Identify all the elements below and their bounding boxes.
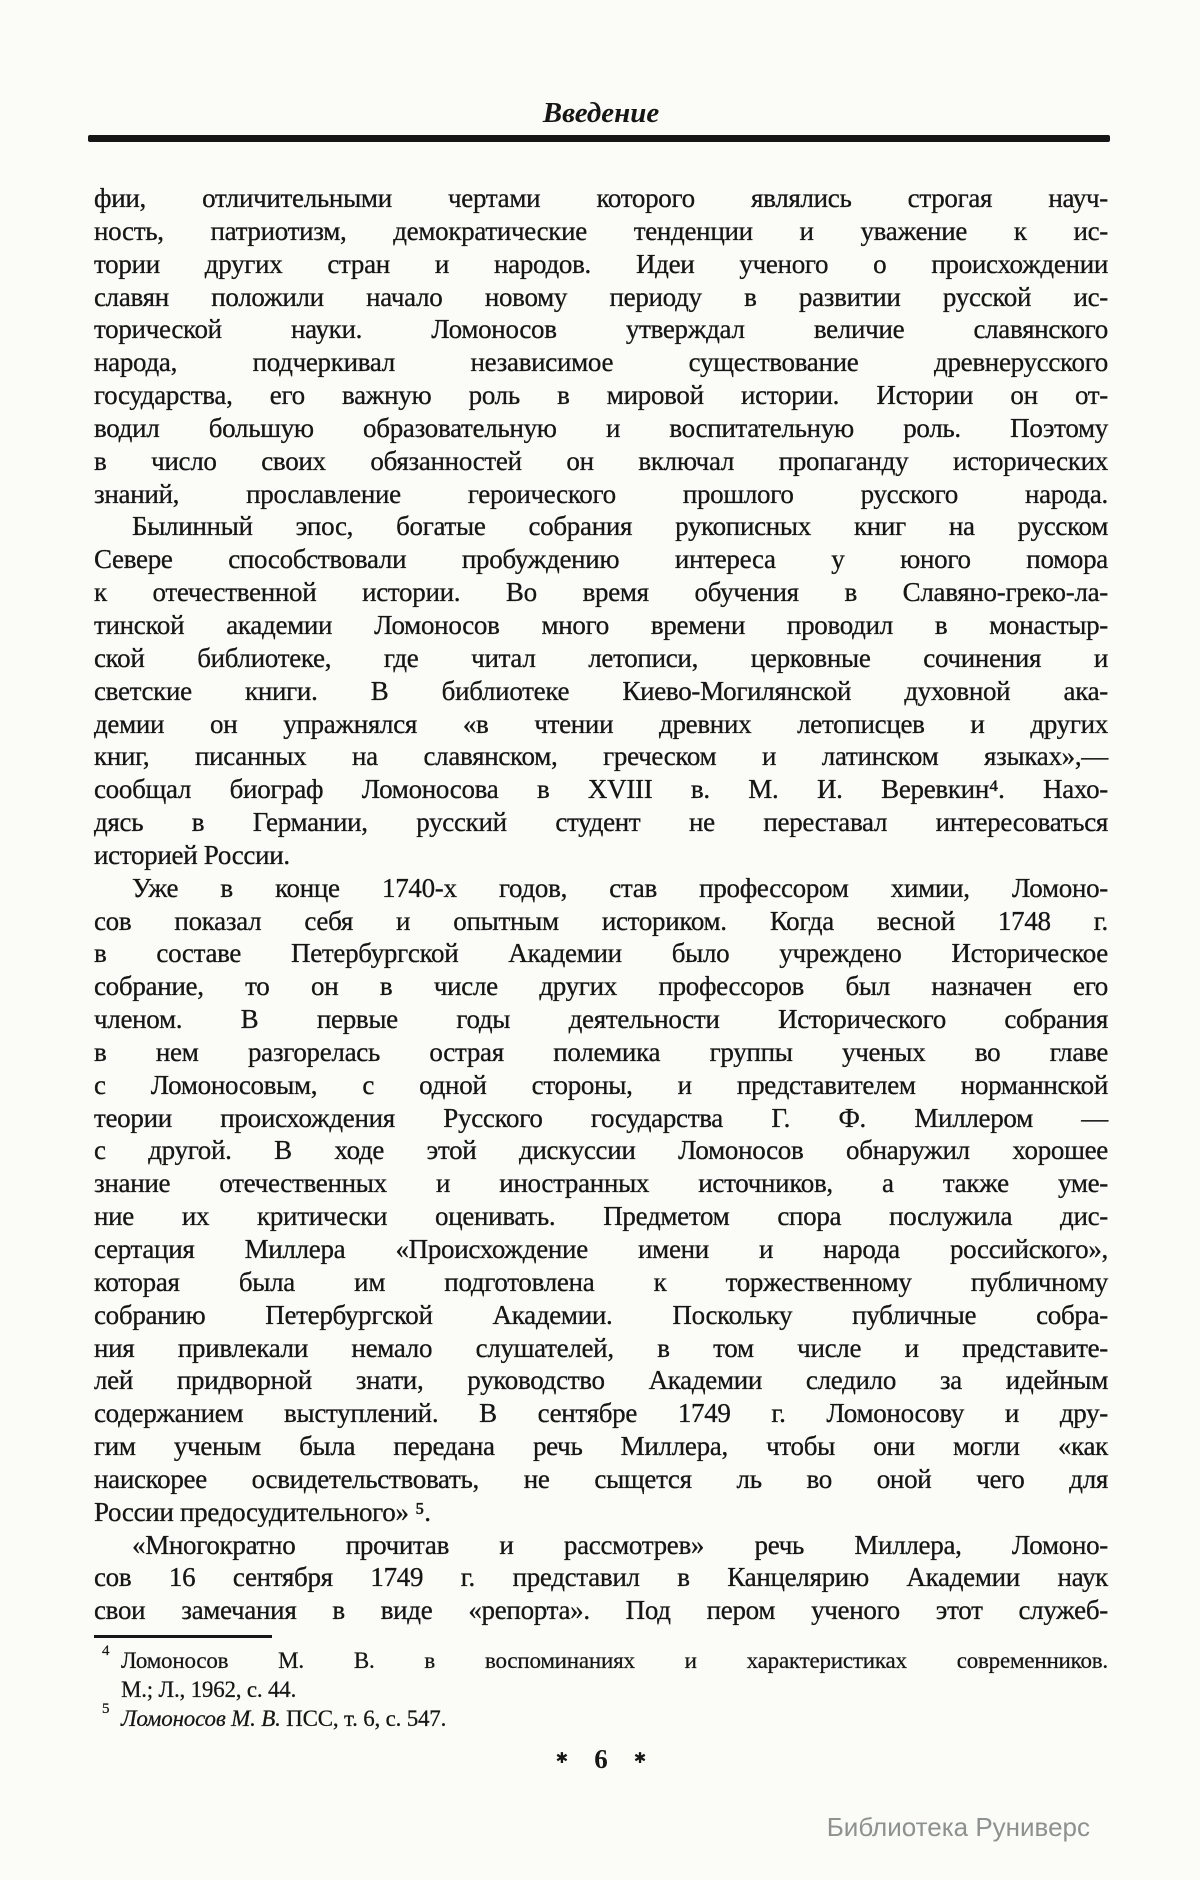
text-line: в составе Петербургской Академии было учреждено Историческое	[94, 938, 1108, 969]
text-line: в число своих обязанностей он включал пропаганду исторических	[94, 445, 1108, 476]
text-line: славян положили начало новому периоду в развитии русской ис-	[94, 281, 1108, 312]
text-line: водил большую образовательную и воспитательную роль. Поэтому	[94, 412, 1108, 443]
text-line: собранию Петербургской Академии. Поскольку публичные собра-	[94, 1299, 1108, 1330]
header-rule	[88, 135, 1110, 142]
text-line: которая была им подготовлена к торжественному публичному	[94, 1266, 1108, 1297]
text-line: Былинный эпос, богатые собрания рукописных книг на русском	[132, 511, 1108, 542]
text-line: знание отечественных и иностранных источников, а также уме-	[94, 1168, 1108, 1199]
text-line: ской библиотеке, где читал летописи, церковные сочинения и	[94, 642, 1108, 673]
footnote-author: Ломоносов М. В.	[121, 1706, 281, 1731]
text-line: торической науки. Ломоносов утверждал величие славянского	[94, 314, 1108, 345]
text-line: «Многократно прочитав и рассмотрев» речь Миллера, Ломоно-	[132, 1529, 1108, 1560]
text-line: Уже в конце 1740-х годов, став профессором химии, Ломоно-	[132, 872, 1108, 903]
text-line: в нем разгорелась острая полемика группы ученых во главе	[94, 1036, 1108, 1067]
text-line: наискорее освидетельствовать, не сыщется ль во оной чего для	[94, 1463, 1108, 1494]
page-number-ornament: ✱	[555, 1750, 569, 1767]
footnote-separator	[94, 1635, 272, 1638]
text-line: членом. В первые годы деятельности Исторического собрания	[94, 1004, 1108, 1035]
footnote-text: М.; Л., 1962, с. 44.	[121, 1677, 297, 1702]
footnote	[94, 1643, 1108, 1704]
text-line: с другой. В ходе этой дискуссии Ломоносов обнаружил хорошее	[94, 1135, 1108, 1166]
text-line: Севере способствовали пробуждению интереса у юного помора	[94, 544, 1108, 575]
watermark: Библиотека Руниверс	[826, 1812, 1090, 1842]
text-line: ние их критически оценивать. Предметом спора послужила дис-	[94, 1201, 1108, 1232]
footnote-marker: 5	[102, 1701, 110, 1717]
text-line: теории происхождения Русского государства Г. Ф. Миллером —	[94, 1102, 1108, 1133]
body-text	[94, 182, 1108, 1627]
text-line: сов 16 сентября 1749 г. представил в Канцелярию Академии наук	[94, 1562, 1108, 1593]
text-line: светские книги. В библиотеке Киево-Могилянской духовной ака-	[94, 675, 1108, 706]
text-line: тории других стран и народов. Идеи ученого о происхождении	[94, 248, 1108, 279]
footnote-text: ПСС, т. 6, с. 547.	[280, 1706, 447, 1731]
text-line: народа, подчеркивал независимое существование древнерусского	[94, 347, 1108, 378]
footnote-line	[121, 1646, 1108, 1675]
text-line: знаний, прославление героического прошлого русского народа.	[94, 478, 1108, 509]
text-line: дясь в Германии, русский студент не переставал интересоваться	[94, 807, 1108, 838]
footnote-line	[121, 1675, 1108, 1704]
text-line: государства, его важную роль в мировой истории. Истории он от-	[94, 380, 1108, 411]
footnote-marker: 4	[102, 1643, 110, 1659]
text-line: сертация Миллера «Происхождение имени и народа российского»,	[94, 1234, 1108, 1264]
page-number-value: 6	[594, 1744, 608, 1774]
footnotes	[94, 1643, 1108, 1733]
page-number-ornament: ✱	[633, 1750, 647, 1767]
text-line: с Ломоносовым, с одной стороны, и представителем норманнской	[94, 1069, 1108, 1100]
text-line: сов показал себя и опытным историком. Когда весной 1748 г.	[94, 905, 1108, 936]
text-line: содержанием выступлений. В сентябре 1749 г. Ломоносову и дру-	[94, 1398, 1108, 1429]
footnote-text: Ломоносов М. В. в воспоминаниях и характеристиках современников.	[121, 1648, 1108, 1673]
footnote-line	[121, 1704, 1108, 1733]
running-head: Введение	[542, 97, 660, 129]
text-line: демии он упражнялся «в чтении древних летописцев и других	[94, 708, 1108, 739]
text-line: лей придворной знати, руководство Академии следило за идейным	[94, 1365, 1108, 1396]
text-line: тинской академии Ломоносов много времени проводил в монастыр-	[94, 609, 1108, 640]
text-line: гим ученым была передана речь Миллера, чтобы они могли «как	[94, 1431, 1108, 1462]
text-line: России предосудительного» ⁵.	[94, 1496, 431, 1527]
text-line: ность, патриотизм, демократические тенденции и уважение к ис-	[94, 215, 1108, 246]
text-line: к отечественной истории. Во время обучения в Славяно-греко-ла-	[94, 577, 1108, 608]
text-line: историей России.	[94, 839, 290, 870]
text-line: свои замечания в виде «репорта». Под пером ученого этот служеб-	[94, 1595, 1108, 1626]
page-number	[94, 1744, 1108, 1774]
text-line: собрание, то он в числе других профессоров был назначен его	[94, 971, 1108, 1002]
footnote	[94, 1701, 1108, 1733]
text-line: сообщал биограф Ломоносова в XVIII в. М. И. Веревкин⁴. Нахо-	[94, 774, 1108, 805]
text-line: книг, писанных на славянском, греческом и латинском языках»,—	[94, 741, 1108, 772]
text-line: ния привлекали немало слушателей, в том числе и представите-	[94, 1332, 1108, 1363]
text-line: фии, отличительными чертами которого являлись строгая науч-	[94, 183, 1108, 213]
